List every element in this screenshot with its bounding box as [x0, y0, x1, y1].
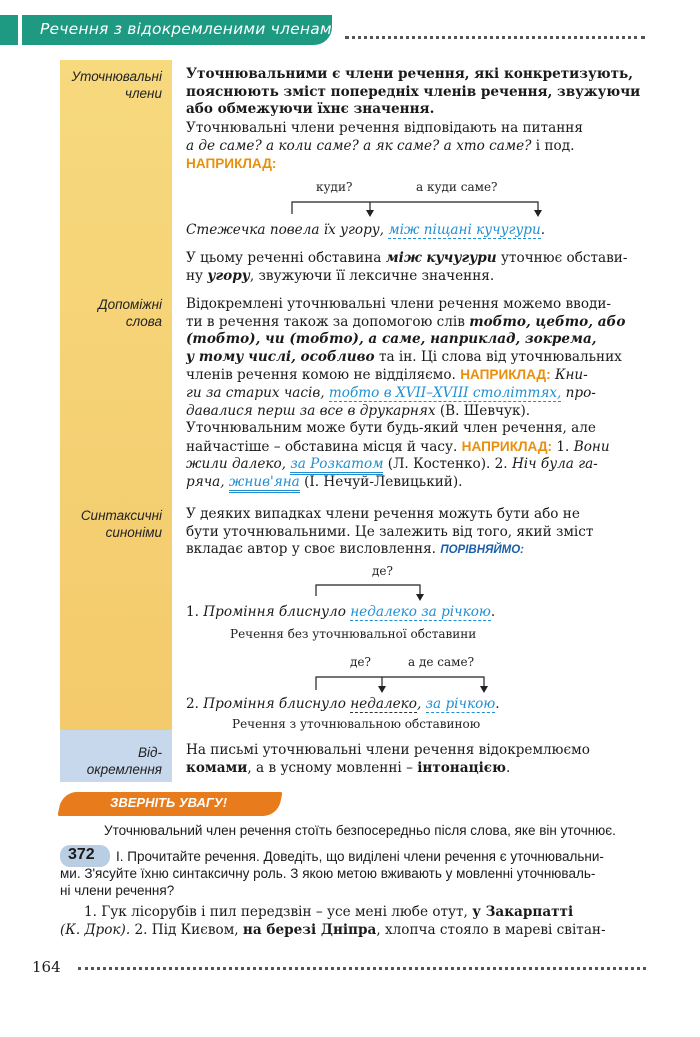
explanation-paragraph: У цьому реченні обставина між кучугури уточнює обстави- ну угору, звужуючи її лексичне значення. — [186, 250, 628, 284]
sidebar-label-clarifying: Уточнювальні члени — [71, 69, 162, 101]
attention-text: Уточнювальний член речення стоїть безпосередньо після слова, яке він уточнює. — [104, 823, 616, 838]
sidebar-label-auxiliary-words: Допоміжні слова — [98, 297, 162, 329]
exercise-task: I. Прочитайте речення. Доведіть, що виділені члени речення є уточнювальни- ми. З'ясуйте їхню синтаксичну роль. З якою метою вживають у мовленні уточнюваль- ні члени речення? — [60, 849, 604, 898]
question-label: куди? — [316, 180, 353, 194]
exercise-text: 1. Гук лісорубів і пил передзвін – усе мені любе отут, у Закарпатті (К. Дрок). 2. Під Києвом, на березі Дніпра, хлопча стояло в мареві світан- — [60, 904, 606, 938]
sidebar-label-synonyms: Синтаксичні синоніми — [80, 508, 162, 540]
page-number: 164 — [32, 958, 61, 976]
question-label: де? — [372, 564, 393, 578]
footer-dotted-rule — [78, 967, 646, 970]
definition-paragraph: Уточнювальними є члени речення, які конкретизують, пояснюють зміст попередніх членів речення, звужуючи або обмежуючи їхнє значення. — [186, 66, 641, 118]
attention-badge-label: ЗВЕРНІТЬ УВАГУ! — [110, 795, 228, 810]
exercise-number: 372 — [68, 846, 95, 863]
compare-sentence-2: 2. Проміння блиснуло недалеко, за річкою. — [186, 696, 500, 712]
compare-sentence-1: 1. Проміння блиснуло недалеко за річкою. — [186, 604, 496, 620]
separation-paragraph: На письмі уточнювальні члени речення відокремлюємо комами, а в усному мовленні – інтонацією. — [186, 742, 590, 776]
questions-paragraph: Уточнювальні члени речення відповідають на питання а де саме? а коли саме? а як саме? а хто саме? і под. НАПРИКЛАД: — [186, 120, 583, 172]
auxiliary-words-paragraph: Відокремлені уточнювальні члени речення можемо вводи- ти в речення також за допомогою слів тобто, цебто, або (тобто), чи (тобто), а саме, наприклад, зокрема, у тому числі, особливо та ін. Ці слова від уточнювальних членів речення комою не відділяємо. НАПРИКЛАД: Кни- ги за старих часів, тобто в XVII–XVIII століттях, про- давалися перш за все в друкарнях (В. Шевчук). Уточнювальним може бути будь-який член речення, але найчастіше – обставина місця й часу. НАПРИКЛАД: 1. Вони жили далеко, за Розкатом (Л. Костенко). 2. Ніч була га- ряча, жнив'яна (І. Нечуй-Левицький). — [186, 296, 642, 492]
caption-no-clarifying: Речення без уточнювальної обставини — [230, 627, 477, 641]
chapter-title: Речення з відокремленими членами — [40, 20, 343, 38]
question-label: а куди саме? — [416, 180, 498, 194]
synonyms-paragraph: У деяких випадках члени речення можуть бути або не бути уточнювальними. Це залежить від того, який зміст вкладає автор у своє висловлення. ПОРІВНЯЙМО: — [186, 506, 594, 558]
example-sentence: Стежечка повела їх угору, між піщані кучугури. — [186, 222, 546, 238]
sidebar-label-separation: Від- окремлення — [86, 745, 162, 777]
question-label: де? — [350, 655, 371, 669]
question-label: а де саме? — [408, 655, 475, 669]
caption-with-clarifying: Речення з уточнювальною обставиною — [232, 717, 481, 731]
